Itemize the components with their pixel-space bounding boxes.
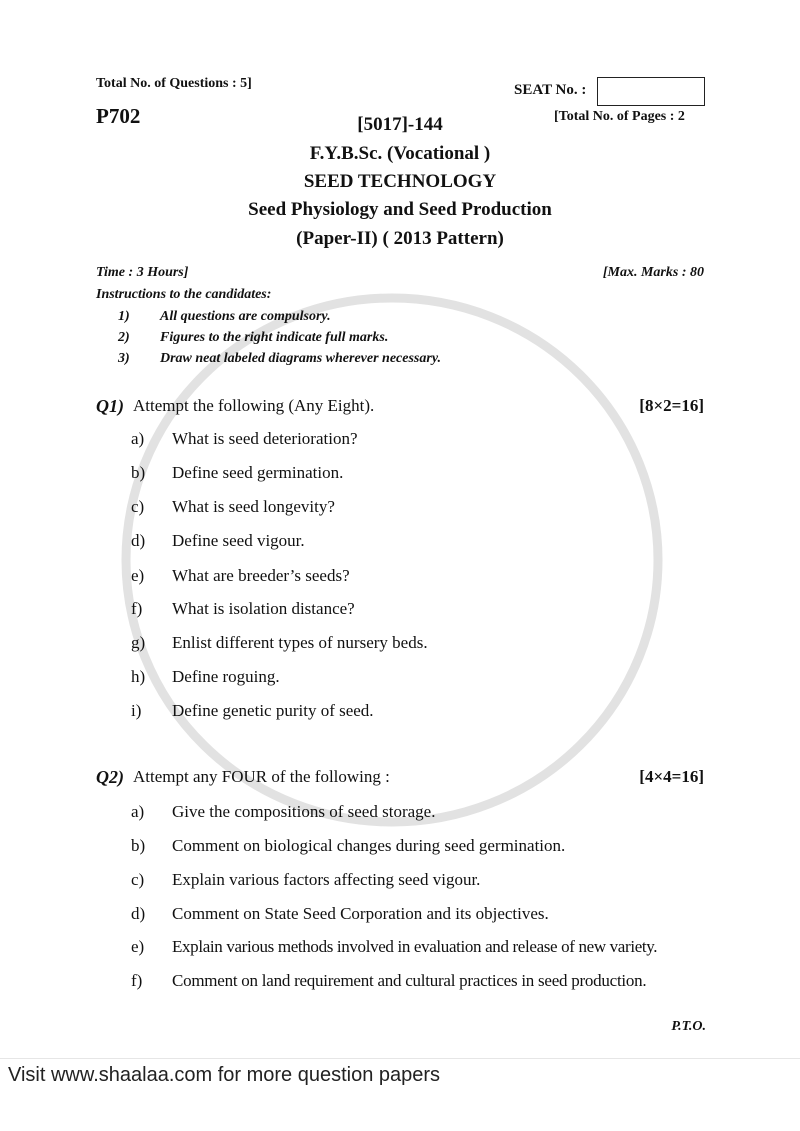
item-text: What is seed deterioration? — [172, 429, 358, 448]
item-text: Enlist different types of nursery beds. — [172, 633, 428, 652]
instruction-text: Figures to the right indicate full marks. — [160, 330, 389, 345]
question-marks: [8×2=16] — [639, 396, 704, 415]
question-marks: [4×4=16] — [639, 767, 704, 786]
item-label: e) — [131, 937, 145, 956]
footer-link[interactable]: Visit www.shaalaa.com for more question papers — [8, 1064, 441, 1086]
item-label: h) — [131, 667, 146, 686]
item-text: Comment on land requirement and cultural practices in seed production. — [172, 971, 647, 990]
item-text: Define genetic purity of seed. — [172, 701, 374, 720]
paper-title: Seed Physiology and Seed Production — [248, 199, 552, 220]
item-text: What is isolation distance? — [172, 599, 355, 618]
item-text: What is seed longevity? — [172, 497, 335, 516]
instruction-number: 1) — [118, 309, 130, 324]
question-number: Q1) — [96, 396, 124, 416]
instruction-text: All questions are compulsory. — [160, 309, 331, 324]
item-label: f) — [131, 971, 143, 990]
seat-label: SEAT No. : — [514, 82, 587, 98]
watermark-circle — [126, 298, 658, 822]
total-questions: Total No. of Questions : 5] — [96, 76, 252, 91]
item-text: Comment on biological changes during seed germination. — [172, 836, 566, 855]
total-pages: [Total No. of Pages : 2 — [554, 109, 685, 124]
exam-code: [5017]-144 — [357, 114, 443, 135]
question-prompt: Attempt any FOUR of the following : — [133, 767, 390, 786]
item-label: a) — [131, 802, 145, 821]
instruction-text: Draw neat labeled diagrams wherever necessary. — [160, 351, 442, 366]
item-text: What are breeder’s seeds? — [172, 566, 350, 585]
question-prompt: Attempt the following (Any Eight). — [133, 396, 375, 415]
item-text: Explain various methods involved in evaluation and release of new variety. — [172, 937, 658, 956]
item-label: c) — [131, 497, 145, 516]
page-turn-over: P.T.O. — [671, 1019, 706, 1034]
footer-divider — [0, 1058, 800, 1059]
item-label: i) — [131, 701, 142, 720]
instruction-number: 2) — [118, 330, 130, 345]
item-label: b) — [131, 463, 146, 482]
item-label: b) — [131, 836, 146, 855]
subject-title: SEED TECHNOLOGY — [303, 171, 497, 192]
item-label: g) — [131, 633, 146, 652]
item-text: Comment on State Seed Corporation and its objectives. — [172, 904, 549, 923]
exam-time: Time : 3 Hours] — [96, 265, 189, 280]
item-label: d) — [131, 904, 146, 923]
item-label: e) — [131, 566, 145, 585]
instruction-number: 3) — [118, 351, 130, 366]
item-label: c) — [131, 870, 145, 889]
paper-code: P702 — [96, 104, 141, 128]
pattern-title: (Paper-II) ( 2013 Pattern) — [296, 228, 504, 249]
item-text: Give the compositions of seed storage. — [172, 802, 436, 821]
course-title: F.Y.B.Sc. (Vocational ) — [309, 143, 491, 164]
item-label: d) — [131, 531, 146, 550]
item-label: a) — [131, 429, 145, 448]
item-text: Explain various factors affecting seed vigour. — [172, 870, 481, 889]
item-label: f) — [131, 599, 143, 618]
item-text: Define seed vigour. — [172, 531, 305, 550]
seat-number-box[interactable] — [597, 77, 705, 106]
max-marks: [Max. Marks : 80 — [602, 265, 704, 280]
item-text: Define seed germination. — [172, 463, 344, 482]
question-number: Q2) — [96, 767, 124, 787]
item-text: Define roguing. — [172, 667, 280, 686]
instructions-heading: Instructions to the candidates: — [96, 287, 272, 302]
